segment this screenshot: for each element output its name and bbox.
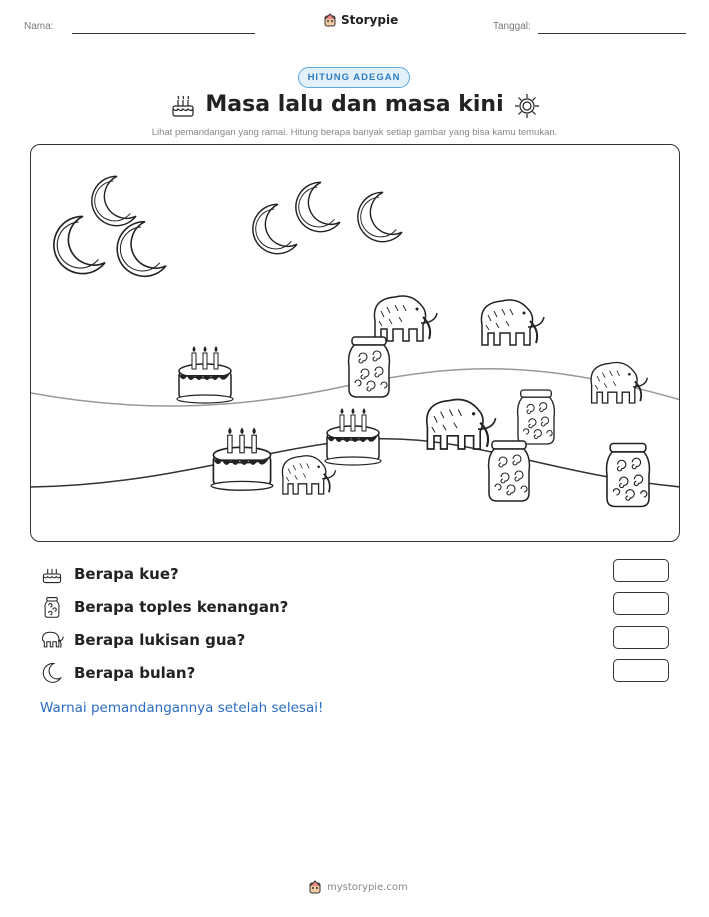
question-text: Berapa bulan?: [74, 664, 196, 682]
question-moons: [40, 660, 195, 686]
question-text: Berapa kue?: [74, 565, 179, 583]
footer: [308, 880, 408, 894]
activity-badge: HITUNG ADEGAN: [298, 67, 410, 88]
mammoth-3: [591, 363, 647, 404]
moon-4: [253, 204, 297, 253]
instructions: Lihat pemandangan yang ramai. Hitung berapa banyak setiap gambar yang bisa kamu temukan.: [151, 127, 558, 138]
date-label: Tanggal:: [493, 21, 531, 32]
name-line[interactable]: [72, 33, 255, 34]
jar-4: [607, 444, 650, 507]
moon-5: [296, 182, 340, 231]
question-jars: [40, 594, 288, 620]
brand-name: Storypie: [341, 13, 399, 27]
question-text: Berapa lukisan gua?: [74, 631, 246, 649]
moon-icon: [40, 661, 64, 685]
cake-icon: [40, 562, 64, 586]
question-cakes: [40, 561, 179, 587]
mammoth-icon: [40, 628, 64, 652]
answer-box-moons[interactable]: [613, 659, 669, 682]
jar-2: [518, 390, 555, 444]
footer-url[interactable]: mystorypie.com: [327, 881, 408, 893]
cake-2: [325, 408, 381, 465]
coloring-note: Warnai pemandangannya setelah selesai!: [40, 700, 324, 716]
sun-icon: [513, 92, 541, 120]
cake-3: [211, 428, 273, 491]
counting-scene: [30, 144, 680, 542]
page-title: Masa lalu dan masa kini: [205, 92, 504, 117]
moon-6: [358, 192, 402, 241]
date-line[interactable]: [538, 33, 686, 34]
cake-1: [177, 346, 233, 403]
question-cave-paintings: [40, 627, 245, 653]
mammoth-1: [374, 296, 437, 341]
moon-2: [54, 216, 105, 273]
jar-icon: [40, 595, 64, 619]
answer-box-cave-paintings[interactable]: [613, 626, 669, 649]
name-label: Nama:: [24, 21, 54, 32]
storypie-logo-icon: [323, 13, 337, 27]
moon-1: [92, 176, 136, 225]
mammoth-2: [481, 300, 544, 345]
answer-box-jars[interactable]: [613, 592, 669, 615]
question-text: Berapa toples kenangan?: [74, 598, 289, 616]
jar-3: [489, 441, 530, 501]
answer-box-cakes[interactable]: [613, 559, 669, 582]
jar-1: [349, 337, 390, 397]
storypie-logo-icon: [308, 880, 322, 894]
moon-3: [117, 222, 166, 277]
brand-logo: [323, 13, 398, 27]
